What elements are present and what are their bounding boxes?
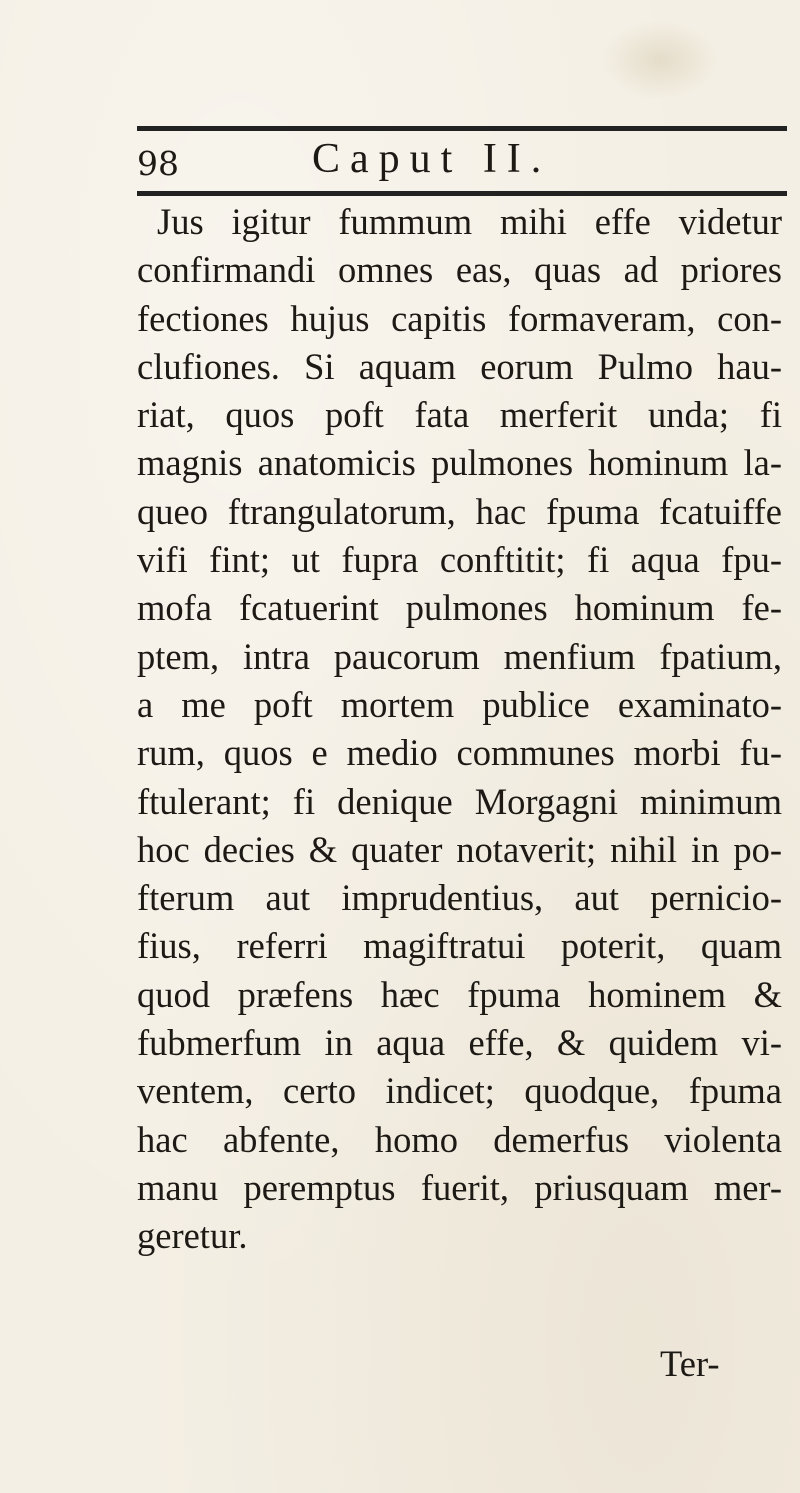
text-line: ventem, certo indicet; quodque, fpuma <box>137 1070 782 1112</box>
text-line: ptem, intra paucorum menfium fpatium, <box>137 635 782 677</box>
text-line: manu peremptus fuerit, priusquam mer- <box>137 1166 782 1208</box>
running-head: Caput II. <box>312 136 552 182</box>
text-line: fius, referri magiftratui poterit, quam <box>137 925 782 967</box>
text-line: ftulerant; fi denique Morgagni minimum <box>137 780 782 822</box>
text-line: geretur. <box>137 1215 248 1257</box>
text-line: mofa fcatuerint pulmones hominum fe- <box>137 587 782 629</box>
text-line: hac abfente, homo demerfus violenta <box>137 1118 782 1160</box>
page-header <box>137 138 787 188</box>
text-line: clufiones. Si aquam eorum Pulmo hau- <box>137 345 782 387</box>
text-line: hoc decies & quater notaverit; nihil in po- <box>137 828 782 870</box>
text-line: magnis anatomicis pulmones hominum la- <box>137 442 782 484</box>
body-text <box>137 198 782 1261</box>
catchword: Ter- <box>660 1343 720 1384</box>
text-line: riat, quos poft fata merferit unda; fi <box>137 394 782 436</box>
text-line: vifi fint; ut fupra conftitit; fi aqua fpu- <box>137 539 782 581</box>
text-line: a me poft mortem publice examinato- <box>137 683 782 725</box>
header-rule <box>137 191 787 196</box>
text-line: fectiones hujus capitis formaveram, con- <box>137 297 782 339</box>
text-line: rum, quos e medio communes morbi fu- <box>137 732 782 774</box>
top-rule <box>137 126 787 131</box>
text-line: quod præfens hæc fpuma hominem & <box>137 973 782 1015</box>
text-line: fterum aut imprudentius, aut pernicio- <box>137 877 782 919</box>
text-line: queo ftrangulatorum, hac fpuma fcatuiffe <box>137 490 782 532</box>
text-line: fubmerfum in aqua effe, & quidem vi- <box>137 1022 782 1064</box>
page-number: 98 <box>137 144 179 183</box>
paper-stain <box>600 20 720 100</box>
text-line: confirmandi omnes eas, quas ad priores <box>137 249 782 291</box>
text-line: Jus igitur fummum mihi effe videtur <box>157 201 782 242</box>
